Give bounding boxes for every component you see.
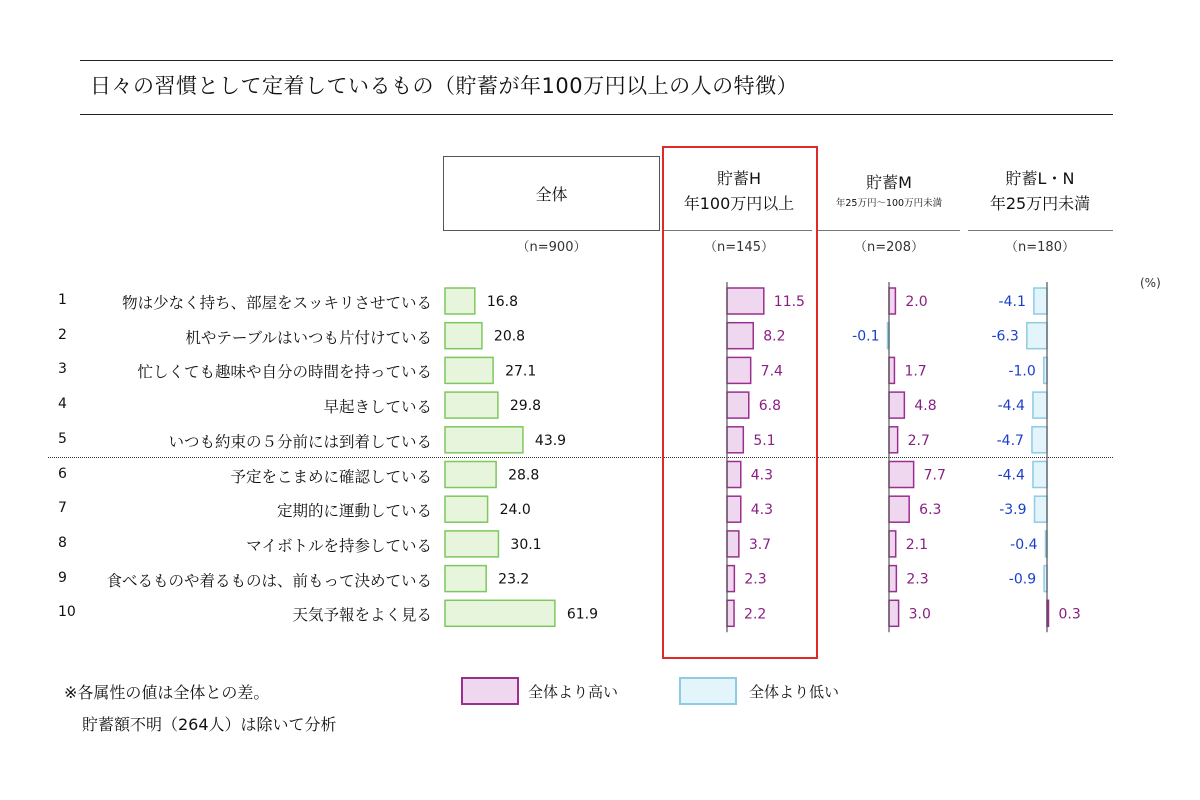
bar-all — [445, 392, 498, 418]
value-label-all: 61.9 — [566, 606, 599, 623]
value-label-h: 2.2 — [744, 606, 767, 623]
value-label-m: 6.3 — [919, 502, 942, 519]
value-label-all: 30.1 — [510, 536, 542, 553]
bar-m — [889, 427, 898, 453]
bar-m — [889, 357, 894, 383]
value-label-all: 28.8 — [508, 467, 540, 484]
bar-ln — [1046, 531, 1048, 557]
bar-m — [889, 288, 895, 314]
value-label-ln: -1.0 — [1008, 363, 1036, 380]
unit-label: (%) — [1140, 276, 1161, 290]
header-all — [443, 156, 660, 231]
header-ln-line2: 年25万円未満 — [989, 194, 1091, 213]
value-label-all: 20.8 — [493, 328, 526, 345]
category-label: 早起きしている — [323, 398, 432, 417]
value-label-ln: 0.3 — [1058, 606, 1081, 623]
value-label-m: 2.1 — [905, 536, 928, 553]
value-label-h: 7.4 — [760, 363, 783, 380]
bar-all — [445, 566, 486, 592]
bar-ln — [1033, 462, 1047, 488]
bar-ln — [1033, 392, 1047, 418]
value-label-ln: -6.3 — [991, 328, 1019, 345]
bar-all — [445, 427, 523, 453]
category-label: 定期的に運動している — [276, 502, 432, 521]
bar-all — [445, 531, 498, 557]
bar-all — [445, 288, 475, 314]
bar-m — [889, 496, 909, 522]
value-label-m: 2.7 — [907, 432, 930, 449]
header-m-underline — [818, 230, 960, 231]
bar-all — [445, 600, 555, 626]
header-h-line1: 貯蓄H — [716, 169, 762, 188]
bar-ln — [1034, 288, 1047, 314]
highlight-box-h — [662, 146, 818, 659]
header-m — [816, 170, 962, 213]
title-bottom-rule — [80, 114, 1113, 115]
n-ln: （n=180） — [1005, 240, 1075, 255]
value-label-all: 23.2 — [498, 571, 530, 588]
value-label-m: 2.0 — [905, 294, 928, 310]
bar-m — [889, 600, 899, 626]
value-label-ln: -4.4 — [997, 398, 1025, 415]
header-m-line2: 年25万円～100万円未満 — [835, 198, 943, 209]
header-m-line1: 貯蓄M — [866, 173, 912, 192]
bar-m — [889, 566, 896, 592]
bar-ln — [1044, 357, 1047, 383]
bar-m — [889, 462, 914, 488]
bar-all — [445, 323, 482, 349]
value-label-m: 3.0 — [908, 606, 931, 623]
bar-all — [445, 462, 496, 488]
category-label: 物は少なく持ち、部屋をスッキリさせている — [122, 294, 432, 312]
header-all-label: 全体 — [535, 185, 568, 204]
legend-higher-swatch — [461, 677, 519, 705]
header-h-line2: 年100万円以上 — [683, 194, 795, 213]
title-top-rule — [80, 60, 1113, 61]
value-label-m: 7.7 — [923, 467, 946, 484]
legend-note-1: ※各属性の値は全体との差。 — [64, 683, 270, 702]
value-label-h: 4.3 — [750, 467, 774, 484]
rank-number: 6 — [58, 465, 67, 482]
header-ln — [966, 166, 1114, 216]
value-label-all: 43.9 — [534, 432, 567, 449]
value-label-m: 1.7 — [904, 363, 927, 380]
value-label-h: 5.1 — [753, 432, 776, 449]
rank-number: 4 — [58, 396, 67, 413]
bar-ln — [1047, 600, 1049, 626]
category-label: 天気予報をよく見る — [292, 606, 432, 625]
rank-number: 9 — [58, 569, 67, 586]
rank-number: 5 — [58, 430, 67, 447]
n-all: （n=900） — [516, 240, 587, 255]
value-label-m: -0.1 — [852, 328, 880, 345]
value-label-ln: -0.9 — [1008, 571, 1037, 588]
bar-all — [445, 496, 488, 522]
header-ln-underline — [968, 230, 1113, 231]
bar-ln — [1032, 427, 1047, 453]
value-label-h: 11.5 — [773, 294, 805, 310]
value-label-m: 2.3 — [906, 571, 929, 588]
value-label-h: 3.7 — [748, 536, 772, 553]
category-label: 予定をこまめに確認している — [230, 467, 432, 486]
rank-number: 3 — [58, 361, 67, 378]
category-label: 机やテーブルはいつも片付けている — [185, 328, 432, 347]
rank-number: 1 — [58, 292, 67, 308]
rank-number: 10 — [58, 604, 76, 621]
value-label-m: 4.8 — [914, 398, 937, 415]
rank-number: 7 — [58, 500, 67, 517]
category-label: 忙しくても趣味や自分の時間を持っている — [137, 363, 432, 382]
value-label-h: 2.3 — [744, 571, 767, 588]
value-label-ln: -4.4 — [997, 467, 1025, 484]
value-label-all: 16.8 — [486, 294, 518, 310]
value-label-h: 6.8 — [758, 398, 782, 415]
row-separator — [48, 457, 1113, 458]
category-label: マイボトルを持参している — [246, 536, 432, 555]
header-ln-line1: 貯蓄L・N — [1005, 169, 1075, 188]
value-label-ln: -4.1 — [998, 294, 1026, 310]
bar-ln — [1035, 496, 1047, 522]
legend-lower-label: 全体より低い — [749, 683, 840, 701]
legend-higher-label: 全体より高い — [528, 683, 619, 701]
bar-m — [888, 323, 890, 349]
value-label-h: 4.3 — [750, 502, 774, 519]
bar-ln — [1027, 323, 1047, 349]
value-label-all: 29.8 — [509, 398, 542, 415]
bar-m — [889, 392, 904, 418]
value-label-ln: -0.4 — [1010, 536, 1038, 553]
legend-note-2: 貯蓄額不明（264人）は除いて分析 — [82, 715, 337, 734]
n-h: （n=145） — [704, 240, 774, 255]
value-label-all: 27.1 — [505, 363, 537, 380]
category-label: いつも約束の５分前には到着している — [168, 432, 432, 451]
value-label-all: 24.0 — [499, 502, 531, 519]
bar-all — [445, 357, 493, 383]
value-label-ln: -4.7 — [996, 432, 1024, 449]
value-label-h: 8.2 — [763, 328, 786, 345]
rank-number: 2 — [58, 326, 67, 343]
category-label: 食べるものや着るものは、前もって決めている — [106, 571, 432, 590]
value-label-ln: -3.9 — [999, 502, 1027, 519]
legend-lower-swatch — [679, 677, 737, 705]
chart-title: 日々の習慣として定着しているもの（貯蓄が年100万円以上の人の特徴） — [90, 74, 799, 98]
rank-number: 8 — [58, 534, 67, 551]
n-m: （n=208） — [854, 240, 924, 255]
bar-ln — [1044, 566, 1047, 592]
bar-m — [889, 531, 896, 557]
